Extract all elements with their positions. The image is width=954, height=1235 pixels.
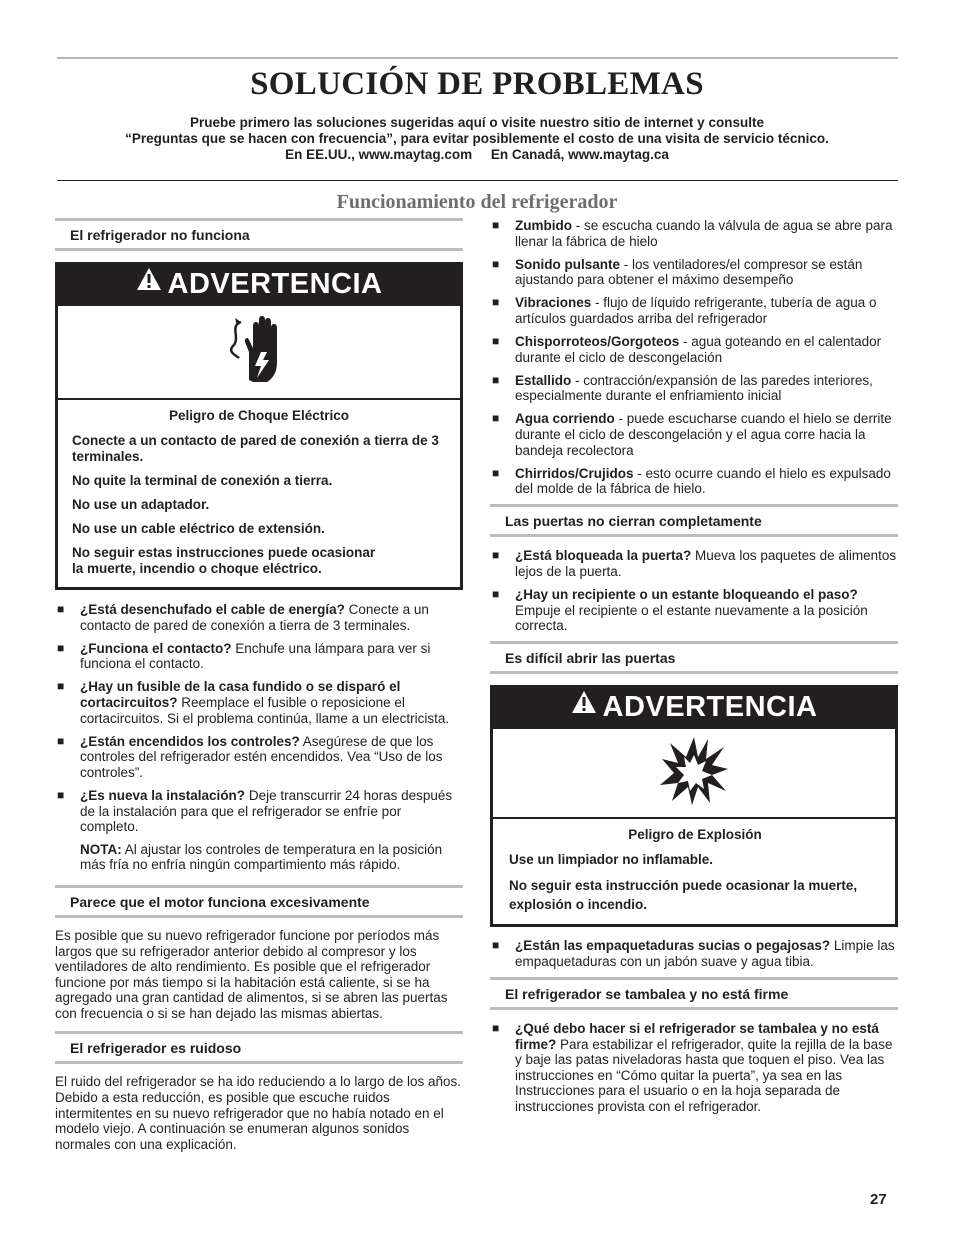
- noise-list: [490, 218, 898, 497]
- bullet-question: ¿Es nueva la instalación?: [80, 787, 246, 803]
- bullet-answer: Conecte a un contacto de pared de conexión a tierra de 3 terminales.: [80, 602, 429, 633]
- bullet-question: ¿Están encendidos los controles?: [80, 733, 300, 749]
- bullet-square-icon: ■: [57, 679, 65, 694]
- explosion-icon: [658, 735, 730, 812]
- bullet-answer: Deje transcurrir 24 horas después de la instalación para que el refrigerador se enfríe por completo.: [80, 787, 453, 835]
- explosion-warning: [490, 685, 898, 927]
- warning-last-a: No seguir estas instrucciones puede ocasionar: [72, 545, 376, 560]
- note-label: NOTA:: [80, 841, 122, 857]
- bullet-square-icon: ■: [492, 411, 500, 426]
- bullet-question: ¿Hay un recipiente o un estante bloqueando el paso?: [515, 587, 858, 603]
- wobble-list: [490, 1021, 898, 1115]
- list-item: [55, 788, 463, 835]
- warning-last-b: la muerte, incendio o choque eléctrico.: [72, 561, 322, 576]
- bullet-square-icon: ■: [492, 465, 500, 480]
- list-item: [55, 734, 463, 781]
- left-column: [55, 218, 463, 1152]
- intro-line: Pruebe primero las soluciones sugeridas aquí o visite nuestro sitio de internet y consulte: [190, 115, 764, 130]
- bullet-square-icon: ■: [492, 548, 500, 563]
- list-item: [490, 373, 898, 404]
- bullet-square-icon: ■: [57, 602, 65, 616]
- power-check-list: [55, 602, 463, 835]
- heading-ruidoso: El refrigerador es ruidoso: [55, 1031, 463, 1064]
- paragraph-ruidoso: El ruido del refrigerador se ha ido reduciendo a lo largo de los años. Debido a esta reducción, es posible que escuche ruidos intermitentes en su nuevo refrigerador que no había notado en el modelo viejo. A continuación se enumeran algunos sonidos normales con una explicación.: [55, 1074, 462, 1152]
- list-item: [490, 411, 898, 458]
- warning-picture: [58, 304, 460, 400]
- gasket-list: [490, 938, 898, 969]
- warning-line: [72, 545, 446, 577]
- warning-header: [493, 688, 895, 727]
- electric-shock-warning: [55, 262, 463, 590]
- warning-caption: Peligro de Choque Eléctrico: [168, 408, 350, 423]
- bullet-square-icon: ■: [492, 218, 500, 232]
- noise-name: Vibraciones: [515, 295, 592, 311]
- top-rule: [57, 57, 898, 59]
- warning-caption: Peligro de Explosión: [628, 827, 762, 843]
- section-rule: [57, 180, 898, 181]
- list-item: [490, 938, 898, 969]
- intro-line: En EE.UU., www.maytag.com En Canadá, www.maytag.ca: [285, 147, 669, 162]
- noise-name: Sonido pulsante: [515, 256, 621, 272]
- warning-line: No use un adaptador.: [72, 497, 210, 512]
- noise-name: Chisporroteos/Gorgoteos: [515, 334, 680, 350]
- list-item: [55, 679, 463, 726]
- page-title: SOLUCIÓN DE PROBLEMAS: [250, 66, 704, 102]
- intro-text: [60, 115, 894, 163]
- bullet-square-icon: ■: [57, 640, 65, 655]
- warning-label: ADVERTENCIA: [602, 691, 818, 724]
- bullet-question: ¿Está bloqueada la puerta?: [515, 548, 692, 564]
- warning-picture: [493, 727, 895, 819]
- bullet-answer: Para estabilizar el refrigerador, quite la rejilla de la base y baje las patas niveladoras hasta que toquen el piso. Vea las instrucciones en “Cómo quitar la puerta”, ya sea en las Instrucciones para el usuario o en la hoja separada de instrucciones provista con el refrigerador.: [515, 1036, 893, 1115]
- list-item: [55, 641, 463, 672]
- bullet-question: ¿Está desenchufado el cable de energía?: [80, 602, 345, 617]
- section-subtitle: Funcionamiento del refrigerador: [336, 191, 618, 213]
- noise-explanation: - se escucha cuando la válvula de agua se abre para llenar la fábrica de hielo: [515, 218, 893, 249]
- noise-explanation: - esto ocurre cuando el hielo es expulsado del molde de la fábrica de hielo.: [515, 465, 891, 497]
- warning-line: No seguir esta instrucción puede ocasionar la muerte, explosión o incendio.: [509, 878, 858, 913]
- bullet-square-icon: ■: [492, 587, 500, 602]
- warning-header: [58, 265, 460, 304]
- list-item: [490, 334, 898, 365]
- door-list: [490, 548, 898, 633]
- bullet-question: ¿Funciona el contacto?: [80, 640, 232, 656]
- warning-triangle-icon: [571, 686, 597, 725]
- bullet-answer: Limpie las empaquetaduras con un jabón suave y agua tibia.: [515, 938, 895, 969]
- warning-triangle-icon: [136, 263, 162, 302]
- paragraph-motor: Es posible que su nuevo refrigerador funcione por períodos más largos que su refrigerador anterior debido al compresor y los ventiladores de alto rendimiento. Es posible que el refrigerador funcione por más tiempo si la habitación está caliente, si se ha agregado una gran cantidad de alimentos, si se abren las puertas con frecuencia o si se han dejado las mismas abiertas.: [55, 927, 448, 1021]
- warning-body: [58, 408, 460, 587]
- bullet-square-icon: ■: [492, 334, 500, 349]
- bullet-answer: Mueva los paquetes de alimentos lejos de la puerta.: [515, 548, 897, 579]
- list-item: [490, 587, 898, 634]
- electric-hand-icon: [227, 312, 291, 393]
- heading-dificil-abrir: Es difícil abrir las puertas: [490, 641, 898, 674]
- bullet-square-icon: ■: [57, 787, 65, 802]
- bullet-square-icon: ■: [492, 295, 500, 310]
- list-item: [490, 1021, 898, 1115]
- noise-name: Chirridos/Crujidos: [515, 465, 634, 481]
- noise-explanation: - contracción/expansión de las paredes interiores, especialmente durante el enfriamiento inicial: [515, 372, 873, 404]
- list-item: [490, 295, 898, 326]
- heading-puertas-no-cierran: Las puertas no cierran completamente: [490, 504, 898, 537]
- bullet-square-icon: ■: [492, 1021, 500, 1036]
- bullet-square-icon: ■: [492, 372, 500, 387]
- list-item: [490, 548, 898, 579]
- intro-line: “Preguntas que se hacen con frecuencia”, para evitar posiblemente el costo de una visita de servicio técnico.: [125, 131, 829, 146]
- noise-explanation: - los ventiladores/el compresor se están ajustando para obtener el máximo desempeño: [515, 256, 863, 288]
- noise-explanation: - flujo de líquido refrigerante, tubería de agua o artículos guardados arriba del refrigerador: [515, 295, 877, 326]
- bullet-answer: Empuje el recipiente o el estante nuevamente a la posición correcta.: [515, 602, 868, 634]
- noise-name: Estallido: [515, 372, 572, 388]
- noise-name: Agua corriendo: [515, 411, 615, 427]
- warning-label: ADVERTENCIA: [167, 268, 383, 300]
- note-text: Al ajustar los controles de temperatura en la posición más fría no enfría ningún compartimiento más rápido.: [80, 841, 443, 873]
- warning-body: [493, 827, 895, 924]
- warning-line: No quite la terminal de conexión a tierra.: [72, 473, 333, 488]
- bullet-question: ¿Hay un fusible de la casa fundido o se disparó el cortacircuitos?: [80, 679, 401, 710]
- page-number: 27: [870, 1191, 887, 1208]
- list-item: [490, 257, 898, 288]
- warning-line: No use un cable eléctrico de extensión.: [72, 521, 325, 536]
- bullet-square-icon: ■: [492, 256, 500, 271]
- bullet-answer: Enchufe una lámpara para ver si funciona el contacto.: [80, 640, 431, 672]
- list-item: [490, 218, 898, 249]
- warning-line: Conecte a un contacto de pared de conexión a tierra de 3 terminales.: [72, 433, 439, 464]
- heading-motor-excesivo: Parece que el motor funciona excesivamente: [55, 885, 463, 918]
- bullet-question: ¿Están las empaquetaduras sucias o pegajosas?: [515, 938, 831, 954]
- bullet-square-icon: ■: [492, 938, 500, 953]
- heading-tambalea: El refrigerador se tambalea y no está firme: [490, 977, 898, 1010]
- noise-explanation: - puede escucharse cuando el hielo se derrite durante el ciclo de descongelación y el agua corre hacia la bandeja recolectora: [515, 411, 892, 458]
- noise-explanation: - agua goteando en el calentador durante el ciclo de descongelación: [515, 334, 882, 365]
- warning-line: Use un limpiador no inflamable.: [509, 852, 714, 868]
- list-item: [490, 466, 898, 497]
- bullet-answer: Asegúrese de que los controles del refrigerador estén encendidos. Vea “Uso de los controles”.: [80, 733, 443, 780]
- bullet-question: ¿Qué debo hacer si el refrigerador se tambalea y no está firme?: [515, 1021, 879, 1052]
- bullet-answer: Reemplace el fusible o reposicione el cortacircuitos. Si el problema continúa, llame a un electricista.: [80, 694, 450, 726]
- bullet-square-icon: ■: [57, 733, 65, 748]
- heading-refrigerador-no-funciona: El refrigerador no funciona: [55, 218, 463, 251]
- note: [55, 842, 463, 873]
- noise-name: Zumbido: [515, 218, 572, 233]
- list-item: [55, 602, 463, 633]
- right-column: [490, 218, 898, 1122]
